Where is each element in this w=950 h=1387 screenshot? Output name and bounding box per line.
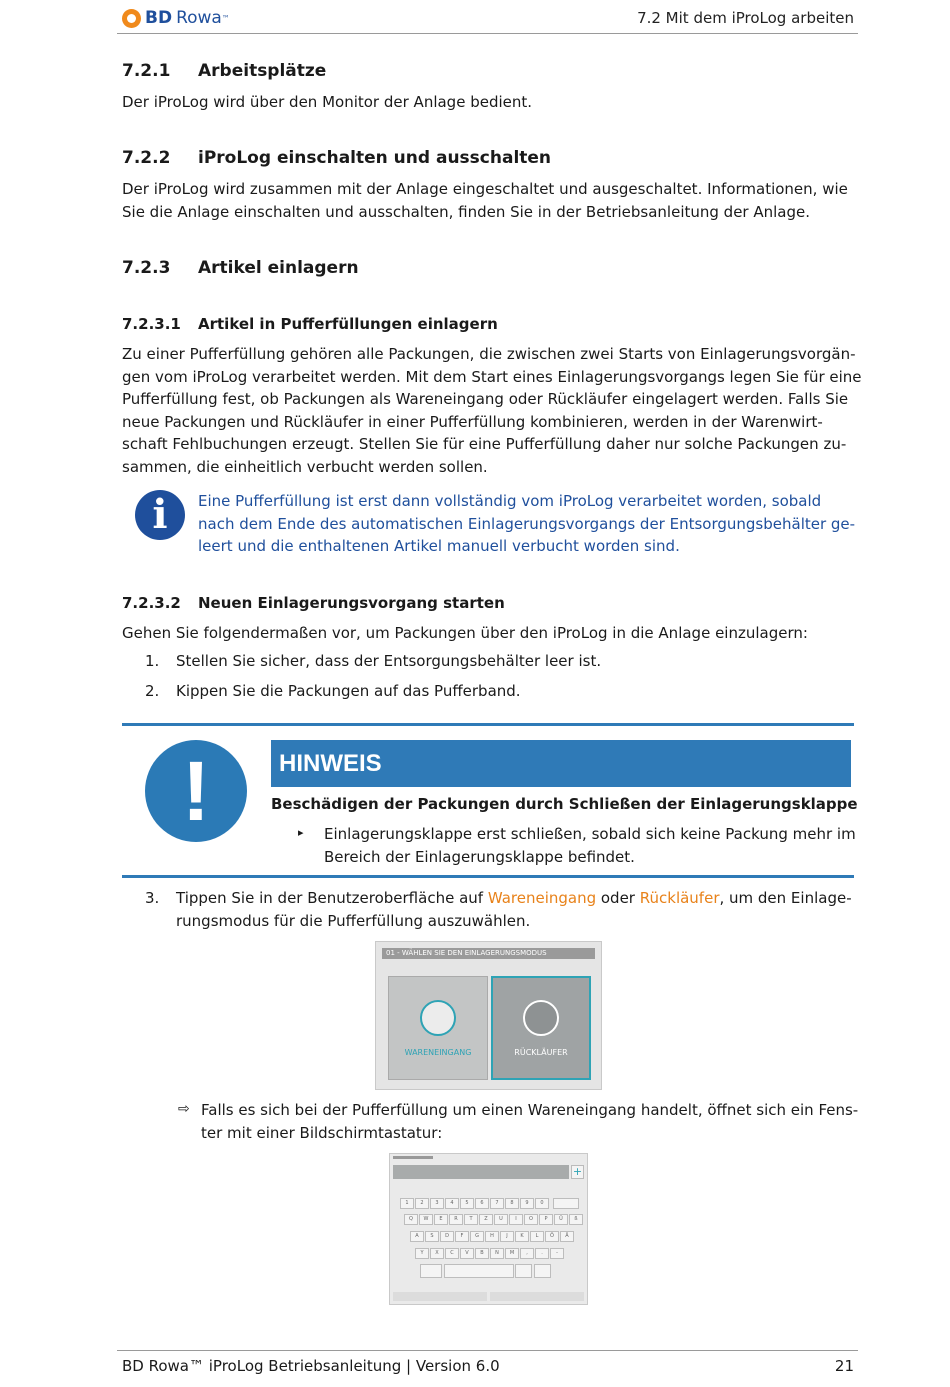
keyboard-key[interactable]: ß: [569, 1214, 583, 1225]
keyboard-screenshot: [389, 1153, 588, 1305]
keyboard-key[interactable]: 0: [535, 1198, 549, 1209]
keyboard-key[interactable]: 9: [520, 1198, 534, 1209]
goods-in-icon: [420, 1000, 456, 1036]
keyboard-key[interactable]: F: [455, 1231, 469, 1242]
keyboard-key[interactable]: S: [425, 1231, 439, 1242]
logo-rowa: Rowa: [176, 8, 222, 28]
space-key[interactable]: [444, 1264, 514, 1278]
keyboard-key[interactable]: N: [490, 1248, 504, 1259]
keyboard-key[interactable]: J: [500, 1231, 514, 1242]
keyboard-key[interactable]: 3: [430, 1198, 444, 1209]
info-note: Eine Pufferfüllung ist erst dann vollständig vom iProLog verarbeitet worden, sobald nach dem Ende des automatischen Einlagerungsvorgangs der Entsorgungsbehälter ge- leert und die enthaltenen Artikel manuell verbucht worden sind.: [198, 492, 856, 555]
returns-icon: [523, 1000, 559, 1036]
heading-7-2-1: 7.2.1 Arbeitsplätze: [122, 61, 327, 81]
keyboard-search-field[interactable]: [393, 1165, 569, 1179]
keyboard-key[interactable]: L: [530, 1231, 544, 1242]
shift-key[interactable]: [420, 1264, 442, 1278]
footer-title: BD Rowa™ iProLog Betriebsanleitung | Version 6.0: [122, 1357, 500, 1375]
keyboard-key[interactable]: K: [515, 1231, 529, 1242]
keyboard-key[interactable]: Ö: [545, 1231, 559, 1242]
keyboard-key[interactable]: A: [410, 1231, 424, 1242]
keyboard-key[interactable]: Ü: [554, 1214, 568, 1225]
paragraph-7-2-2: Der iProLog wird zusammen mit der Anlage eingeschaltet und ausgeschaltet. Informationen, wie Sie die Anlage einschalten und ausschalten, finden Sie in der Betriebsanleitung der Anlage.: [122, 180, 848, 221]
arrow-right-key[interactable]: [534, 1264, 551, 1278]
bullet-arrow-icon: ▸: [298, 826, 304, 839]
keyboard-key[interactable]: Q: [404, 1214, 418, 1225]
keyboard-key[interactable]: 5: [460, 1198, 474, 1209]
page-number: 21: [834, 1357, 854, 1375]
keyboard-key[interactable]: R: [449, 1214, 463, 1225]
paragraph-7-2-1: Der iProLog wird über den Monitor der Anlage bedient.: [122, 93, 533, 111]
keyboard-key[interactable]: -: [550, 1248, 564, 1259]
keyboard-key[interactable]: 7: [490, 1198, 504, 1209]
keyboard-key[interactable]: W: [419, 1214, 433, 1225]
heading-7-2-3: 7.2.3 Artikel einlagern: [122, 258, 359, 278]
mode-selection-title: 01 - WÄHLEN SIE DEN EINLAGERUNGSMODUS: [382, 948, 595, 959]
keyboard-key[interactable]: 4: [445, 1198, 459, 1209]
arrow-left-key[interactable]: [515, 1264, 532, 1278]
notice-top-rule: [122, 723, 854, 726]
link-wareneingang: Wareneingang: [487, 889, 597, 907]
notice-bottom-rule: [122, 875, 854, 878]
keyboard-window-title: [393, 1156, 433, 1159]
keyboard-key[interactable]: 1: [400, 1198, 414, 1209]
keyboard-key[interactable]: P: [539, 1214, 553, 1225]
ruecklaeufer-tile[interactable]: RÜCKLÄUFER: [491, 976, 591, 1080]
keyboard-key[interactable]: B: [475, 1248, 489, 1259]
keyboard-key[interactable]: 2: [415, 1198, 429, 1209]
keyboard-key[interactable]: Y: [415, 1248, 429, 1259]
step-item: 3. Tippen Sie in der Benutzeroberfläche auf Wareneingang oder Rückläufer, um den Einlage- rungsmodus für die Pufferfüllung auszuwählen.: [145, 889, 852, 930]
paragraph-7-2-3-1: Zu einer Pufferfüllung gehören alle Packungen, die zwischen zwei Starts von Einlagerungsvorgän- gen vom iProLog verarbeitet werden. Mit dem Start eines Einlagerungsvorgangs legen Sie für eine Pufferfüllung fest, ob Packungen als Wareneingang oder Rückläufer eingelagert werden. Falls Sie neue Packungen und Rückläufer in einer Pufferfüllung kombinieren, werden in der Warenwirt- schaft Fehlbuchungen erzeugt. Stellen Sie für eine Pufferfüllung daher nur solche Packungen zu- sammen, die einheitlich verbucht werden sollen.: [122, 345, 862, 476]
keyboard-key[interactable]: Ä: [560, 1231, 574, 1242]
info-icon: i: [135, 490, 185, 540]
header-section-title: 7.2 Mit dem iProLog arbeiten: [637, 9, 854, 27]
keyboard-key[interactable]: 6: [475, 1198, 489, 1209]
mode-selection-screenshot: [375, 941, 602, 1090]
result-text: Falls es sich bei der Pufferfüllung um einen Wareneingang handelt, öffnet sich ein Fens- ter mit einer Bildschirmtastatur:: [201, 1101, 859, 1142]
heading-7-2-3-2: 7.2.3.2 Neuen Einlagerungsvorgang starten: [122, 594, 505, 612]
add-icon[interactable]: +: [572, 1165, 583, 1178]
steps-intro: Gehen Sie folgendermaßen vor, um Packungen über den iProLog in die Anlage einzulagern:: [122, 624, 808, 642]
keyboard-key[interactable]: X: [430, 1248, 444, 1259]
wareneingang-tile[interactable]: WARENEINGANG: [388, 976, 488, 1080]
keyboard-key[interactable]: Z: [479, 1214, 493, 1225]
keyboard-key[interactable]: O: [524, 1214, 538, 1225]
notice-heading: Beschädigen der Packungen durch Schließen der Einlagerungsklappe: [271, 795, 858, 813]
backspace-key[interactable]: [553, 1198, 579, 1209]
keyboard-key[interactable]: T: [464, 1214, 478, 1225]
footer-divider: [117, 1350, 858, 1351]
keyboard-key[interactable]: E: [434, 1214, 448, 1225]
link-ruecklaeufer: Rückläufer: [639, 889, 720, 907]
heading-7-2-2: 7.2.2 iProLog einschalten und ausschalten: [122, 148, 552, 168]
keyboard-key[interactable]: V: [460, 1248, 474, 1259]
keyboard-key[interactable]: I: [509, 1214, 523, 1225]
step-item: 2. Kippen Sie die Packungen auf das Pufferband.: [145, 682, 521, 700]
keyboard-key[interactable]: U: [494, 1214, 508, 1225]
keyboard-key[interactable]: .: [535, 1248, 549, 1259]
notice-text: Einlagerungsklappe erst schließen, sobald sich keine Packung mehr im Bereich der Einlagerungsklappe befindet.: [324, 825, 856, 866]
cancel-button[interactable]: [393, 1292, 487, 1301]
logo-bd: BD: [145, 8, 173, 28]
exclamation-icon: !: [145, 740, 247, 842]
ok-button[interactable]: [490, 1292, 584, 1301]
keyboard-key[interactable]: M: [505, 1248, 519, 1259]
keyboard-key[interactable]: D: [440, 1231, 454, 1242]
keyboard-key[interactable]: C: [445, 1248, 459, 1259]
step-item: 1. Stellen Sie sicher, dass der Entsorgungsbehälter leer ist.: [145, 652, 602, 670]
keyboard-key[interactable]: G: [470, 1231, 484, 1242]
keyboard-key[interactable]: ,: [520, 1248, 534, 1259]
sun-logo-icon: [122, 9, 141, 28]
notice-title: HINWEIS: [271, 740, 851, 787]
bd-rowa-logo: [122, 8, 230, 28]
result-arrow-icon: ⇨: [178, 1101, 190, 1117]
keyboard-key[interactable]: 8: [505, 1198, 519, 1209]
logo-tm: ™: [221, 13, 230, 23]
keyboard-key[interactable]: H: [485, 1231, 499, 1242]
header-divider: [117, 33, 858, 34]
heading-7-2-3-1: 7.2.3.1 Artikel in Pufferfüllungen einlagern: [122, 315, 498, 333]
